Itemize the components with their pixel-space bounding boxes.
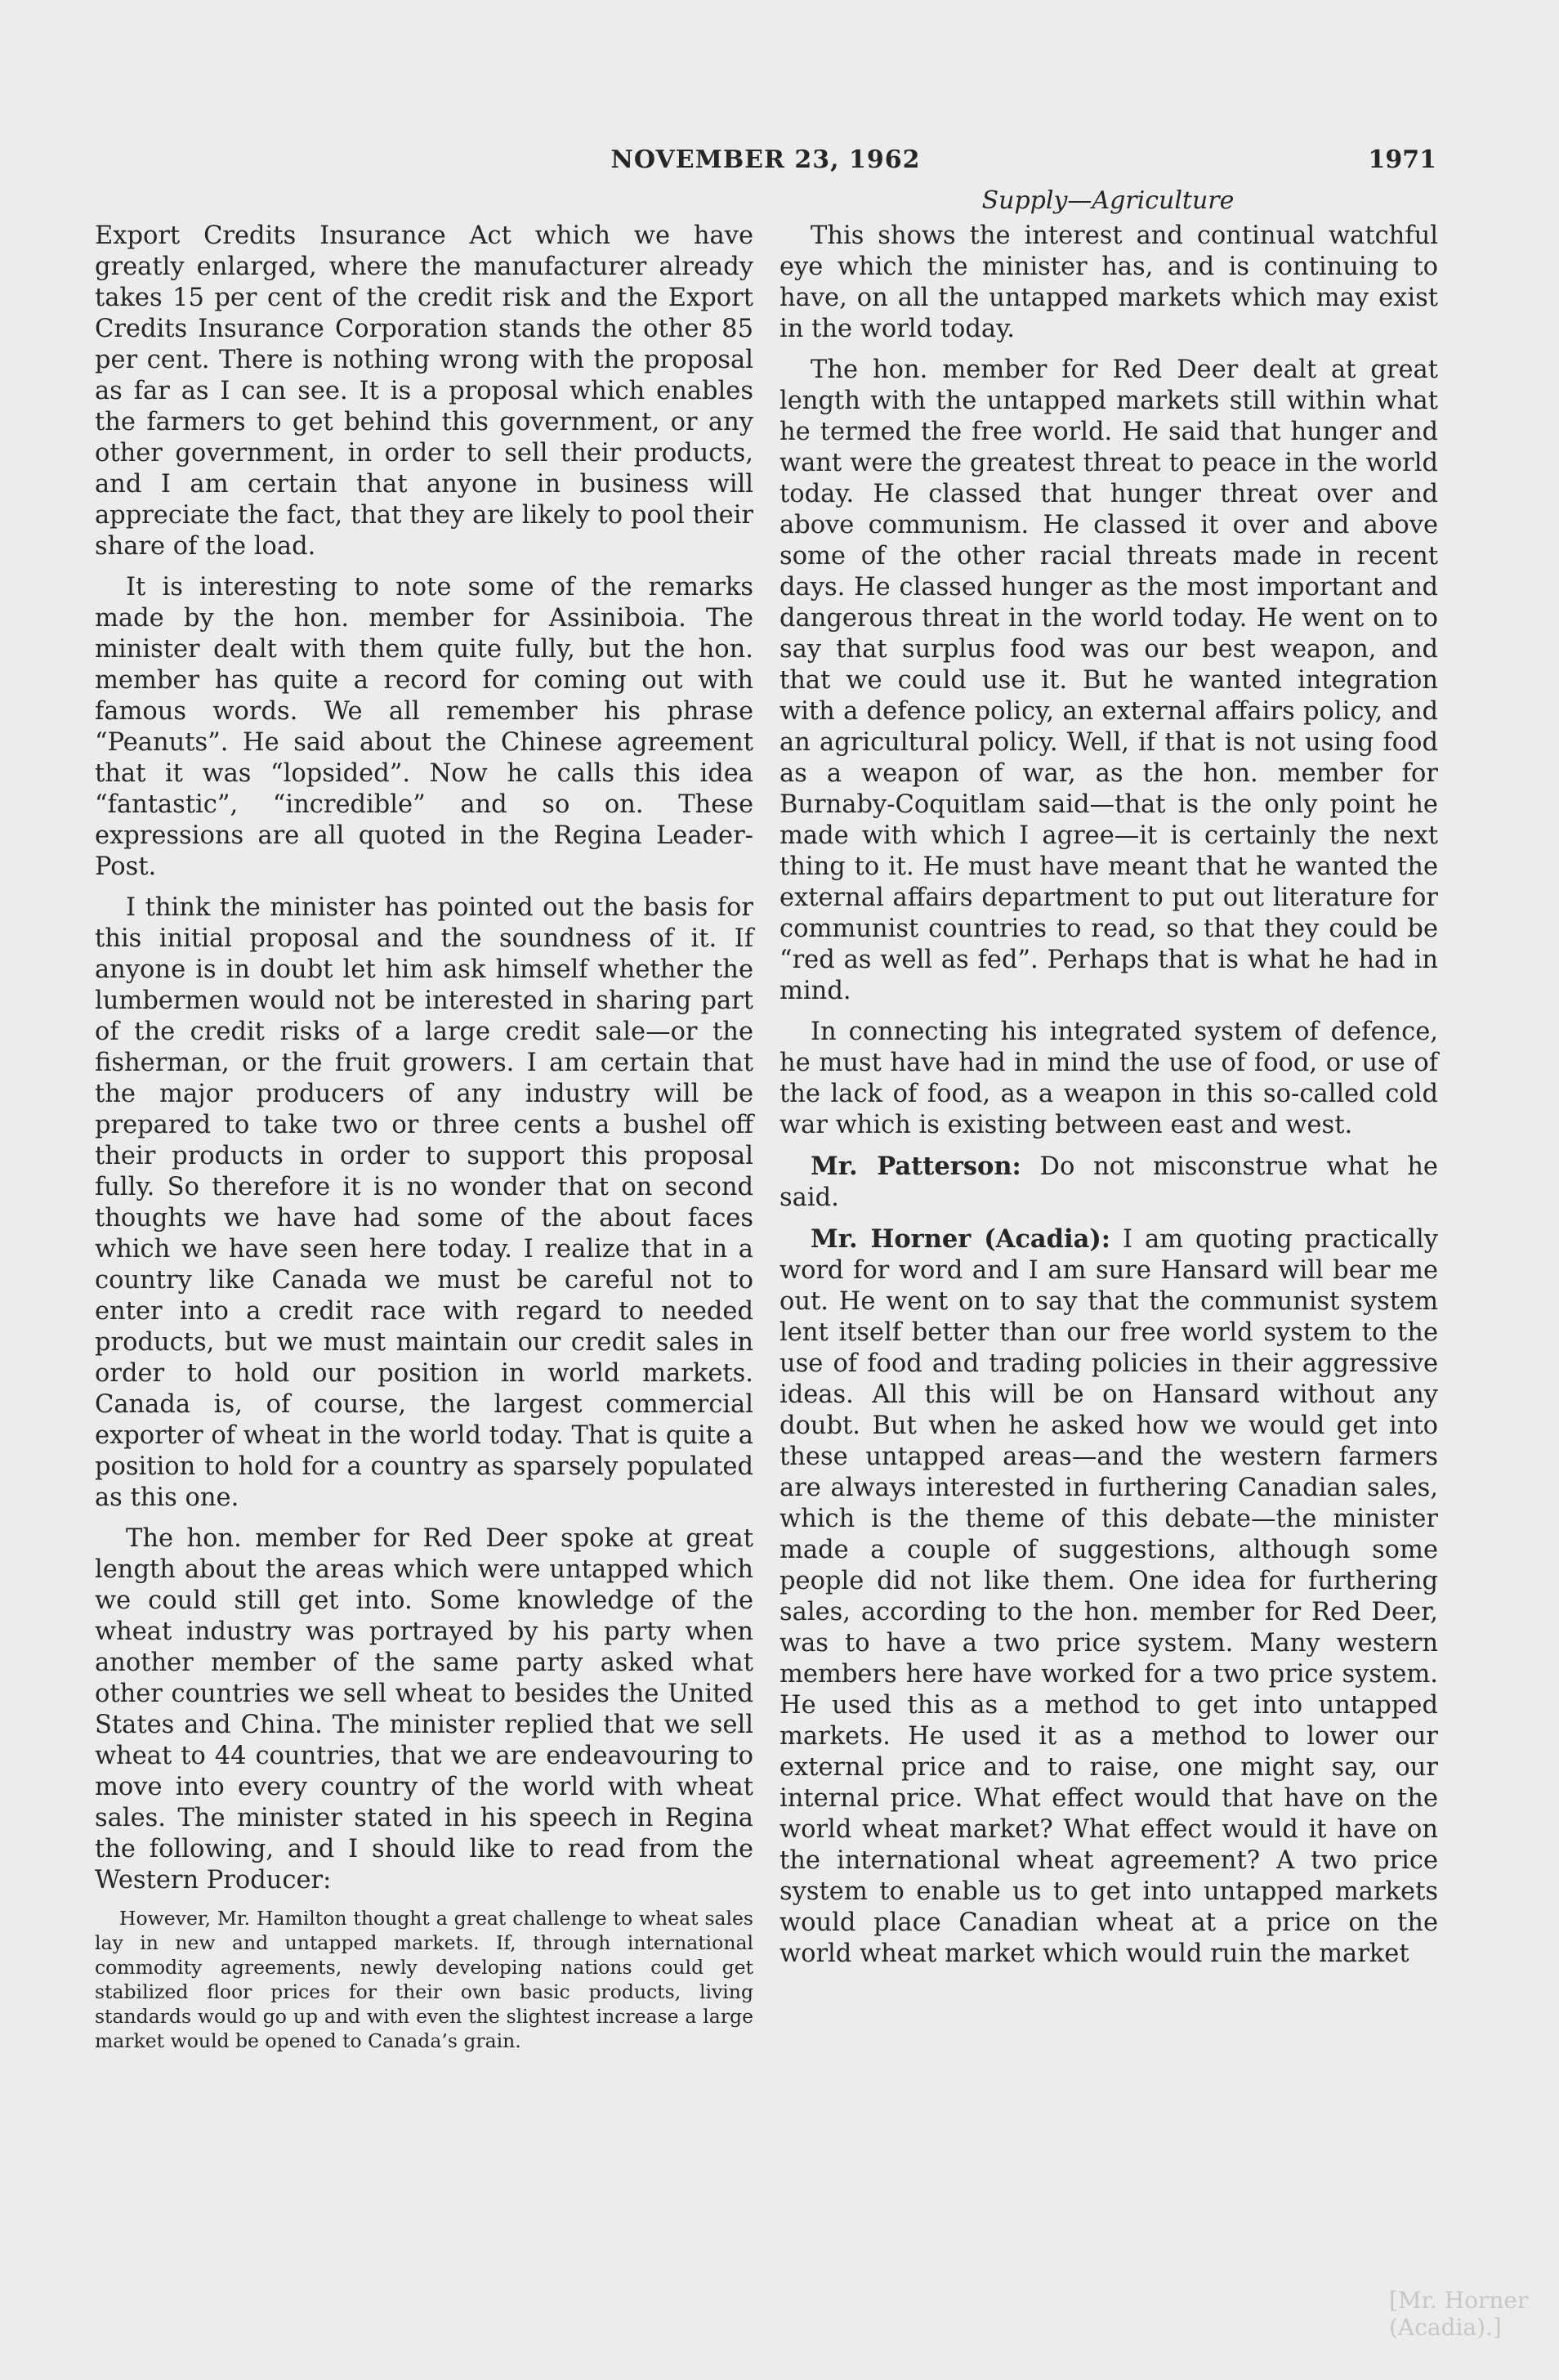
right-column (780, 221, 1438, 1980)
paragraph: The hon. member for Red Deer spoke at great length about the areas which were untapped which we could still get into. Some knowledge of the wheat industry was portrayed by his party when another member of the same party asked what other countries we sell wheat to besides the United States and China. The minister replied that we sell wheat to 44 countries, that we are endeavouring to move into every country of the world with wheat sales. The minister stated in his speech in Regina the following, and I should like to read from the Western Producer: (95, 1524, 753, 1895)
paragraph: Export Credits Insurance Act which we have greatly enlarged, where the manufacturer already takes 15 per cent of the credit risk and the Export Credits Insurance Corporation stands the other 85 per cent. There is nothing wrong with the proposal as far as I can see. It is a proposal which enables the farmers to get behind this government, or any other government, in order to sell their products, and I am certain that anyone in business will appreciate the fact, that they are likely to pool their share of the load. (95, 221, 753, 561)
bleed-through-footer: [Mr. Horner (Acadia).] (1389, 2287, 1529, 2341)
speech-patterson (780, 1151, 1438, 1214)
paragraph: In connecting his integrated system of defence, he must have had in mind the use of food, or use of the lack of food, as a weapon in this so-called cold war which is existing between east and west. (780, 1018, 1438, 1139)
section-heading: Supply—Agriculture (981, 186, 1235, 215)
speaker-name: Mr. Patterson: (811, 1152, 1021, 1181)
speech-text: Do not misconstrue what he said. (780, 1152, 1438, 1212)
speaker-name: Mr. Horner (Acadia): (811, 1224, 1111, 1254)
page-number: 1971 (1368, 145, 1436, 174)
speech-text: I am quoting practically word for word and I am sure Hansard will bear me out. He went on to say that the communist system lent itself better than our free world system to the use of food and trading policies in their aggressive ideas. All this will be on Hansard without any doubt. But when he asked how we would get into these untapped areas—and the western farmers are always interested in furthering Canadian sales, which is the theme of this debate—the minister made a couple of suggestions, although some people did not like them. One idea for furthering sales, according to the hon. member for Red Deer, was to have a two price system. Many western members here have worked for a two price system. He used this as a method to get into untapped markets. He used it as a method to lower our external price and to raise, one might say, our internal price. What effect would that have on the world wheat market? What effect would it have on the international wheat agreement? A two price system to enable us to get into untapped markets would place Canadian wheat at a price on the world wheat market which would ruin the market (780, 1225, 1438, 1968)
header-date: NOVEMBER 23, 1962 (610, 145, 921, 174)
paragraph: It is interesting to note some of the remarks made by the hon. member for Assiniboia. The minister dealt with them quite fully, but the hon. member has quite a record for coming out with famous words. We all remember his phrase “Peanuts”. He said about the Chinese agreement that it was “lopsided”. Now he calls this idea “fantastic”, “incredible” and so on. These expressions are all quoted in the Regina Leader-Post. (95, 573, 753, 881)
paragraph: I think the minister has pointed out the basis for this initial proposal and the soundness of it. If anyone is in doubt let him ask himself whether the lumbermen would not be interested in sharing part of the credit risks of a large credit sale—or the fisherman, or the fruit growers. I am certain that the major producers of any industry will be prepared to take two or three cents a bushel off their products in order to support this proposal fully. So therefore it is no wonder that on second thoughts we have had some of the about faces which we have seen here today. I realize that in a country like Canada we must be careful not to enter into a credit race with regard to needed products, but we must maintain our credit sales in order to hold our position in world markets. Canada is, of course, the largest commercial exporter of wheat in the world today. That is quite a position to hold for a country as sparsely populated as this one. (95, 893, 753, 1512)
paragraph: This shows the interest and continual watchful eye which the minister has, and is continuing to have, on all the untapped markets which may exist in the world today. (780, 221, 1438, 343)
page-header (95, 145, 1436, 186)
speech-horner (780, 1224, 1438, 1970)
paragraph: The hon. member for Red Deer dealt at great length with the untapped markets still within what he termed the free world. He said that hunger and want were the greatest threat to peace in the world today. He classed that hunger threat over and above communism. He classed it over and above some of the other racial threats made in recent days. He classed hunger as the most important and dangerous threat in the world today. He went on to say that surplus food was our best weapon, and that we could use it. But he wanted integration with a defence policy, an external affairs policy, and an agricultural policy. Well, if that is not using food as a weapon of war, as the hon. member for Burnaby-Coquitlam said—that is the only point he made with which I agree—it is certainly the next thing to it. He must have meant that he wanted the external affairs department to put out literature for communist countries to read, so that they could be “red as well as fed”. Perhaps that is what he had in mind. (780, 356, 1438, 1005)
block-quote: However, Mr. Hamilton thought a great challenge to wheat sales lay in new and untapped markets. If, through international commodity agreements, newly developing nations could get stabilized floor prices for their own basic products, living standards would go up and with even the slightest increase a large market would be opened to Canada’s grain. (95, 1907, 753, 2052)
left-column (95, 221, 753, 2063)
